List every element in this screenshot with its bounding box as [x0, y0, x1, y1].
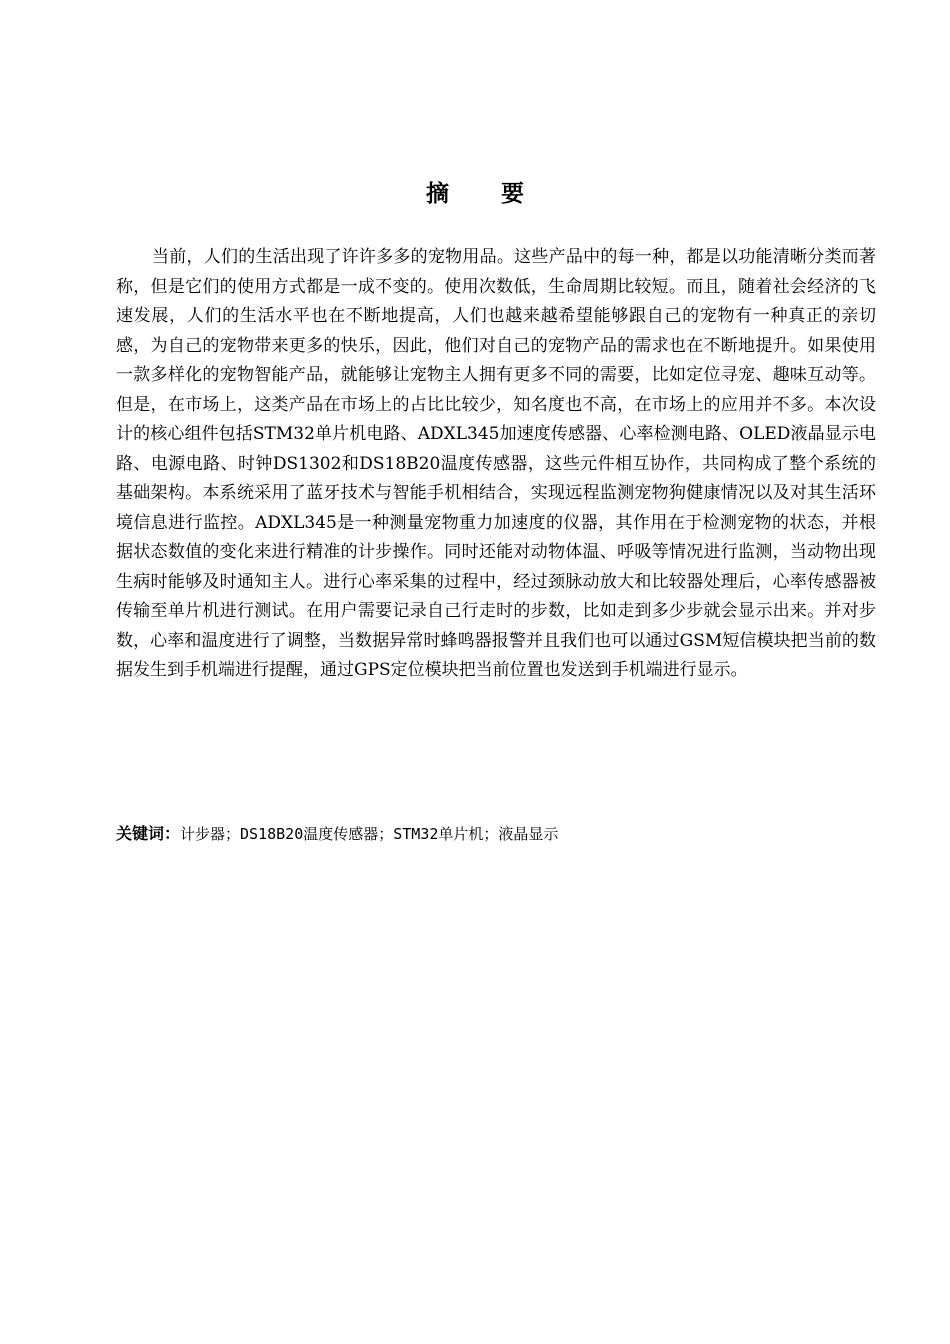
keywords-values: 计步器；DS18B20温度传感器；STM32单片机；液晶显示	[180, 825, 559, 843]
keywords-line	[116, 821, 876, 847]
abstract-body: 当前，人们的生活出现了许许多多的宠物用品。这些产品中的每一种，都是以功能清晰分类而著称，但是它们的使用方式都是一成不变的。使用次数低，生命周期比较短。而且，随着社会经济的飞速发展，人们的生活水平也在不断地提高，人们也越来越希望能够跟自己的宠物有一种真正的亲切感，为自己的宠物带来更多的快乐，因此，他们对自己的宠物产品的需求也在不断地提升。如果使用一款多样化的宠物智能产品，就能够让宠物主人拥有更多不同的需要，比如定位寻宠、趣味互动等。但是，在市场上，这类产品在市场上的占比比较少，知名度也不高，在市场上的应用并不多。本次设计的核心组件包括STM32单片机电路、ADXL345加速度传感器、心率检测电路、OLED液晶显示电路、电源电路、时钟DS1302和DS18B20温度传感器，这些元件相互协作，共同构成了整个系统的基础架构。本系统采用了蓝牙技术与智能手机相结合，实现远程监测宠物狗健康情况以及对其生活环境信息进行监控。ADXL345是一种测量宠物重力加速度的仪器，其作用在于检测宠物的状态，并根据状态数值的变化来进行精准的计步操作。同时还能对动物体温、呼吸等情况进行监测，当动物出现生病时能够及时通知主人。进行心率采集的过程中，经过颈脉动放大和比较器处理后，心率传感器被传输至单片机进行测试。在用户需要记录自己行走时的步数，比如走到多少步就会显示出来。并对步数，心率和温度进行了调整，当数据异常时蜂鸣器报警并且我们也可以通过GSM短信模块把当前的数据发生到手机端进行提醒，通过GPS定位模块把当前位置也发送到手机端进行显示。	[116, 247, 876, 680]
abstract-title: 摘 要	[425, 181, 546, 207]
keywords-label: 关键词：	[116, 824, 181, 843]
